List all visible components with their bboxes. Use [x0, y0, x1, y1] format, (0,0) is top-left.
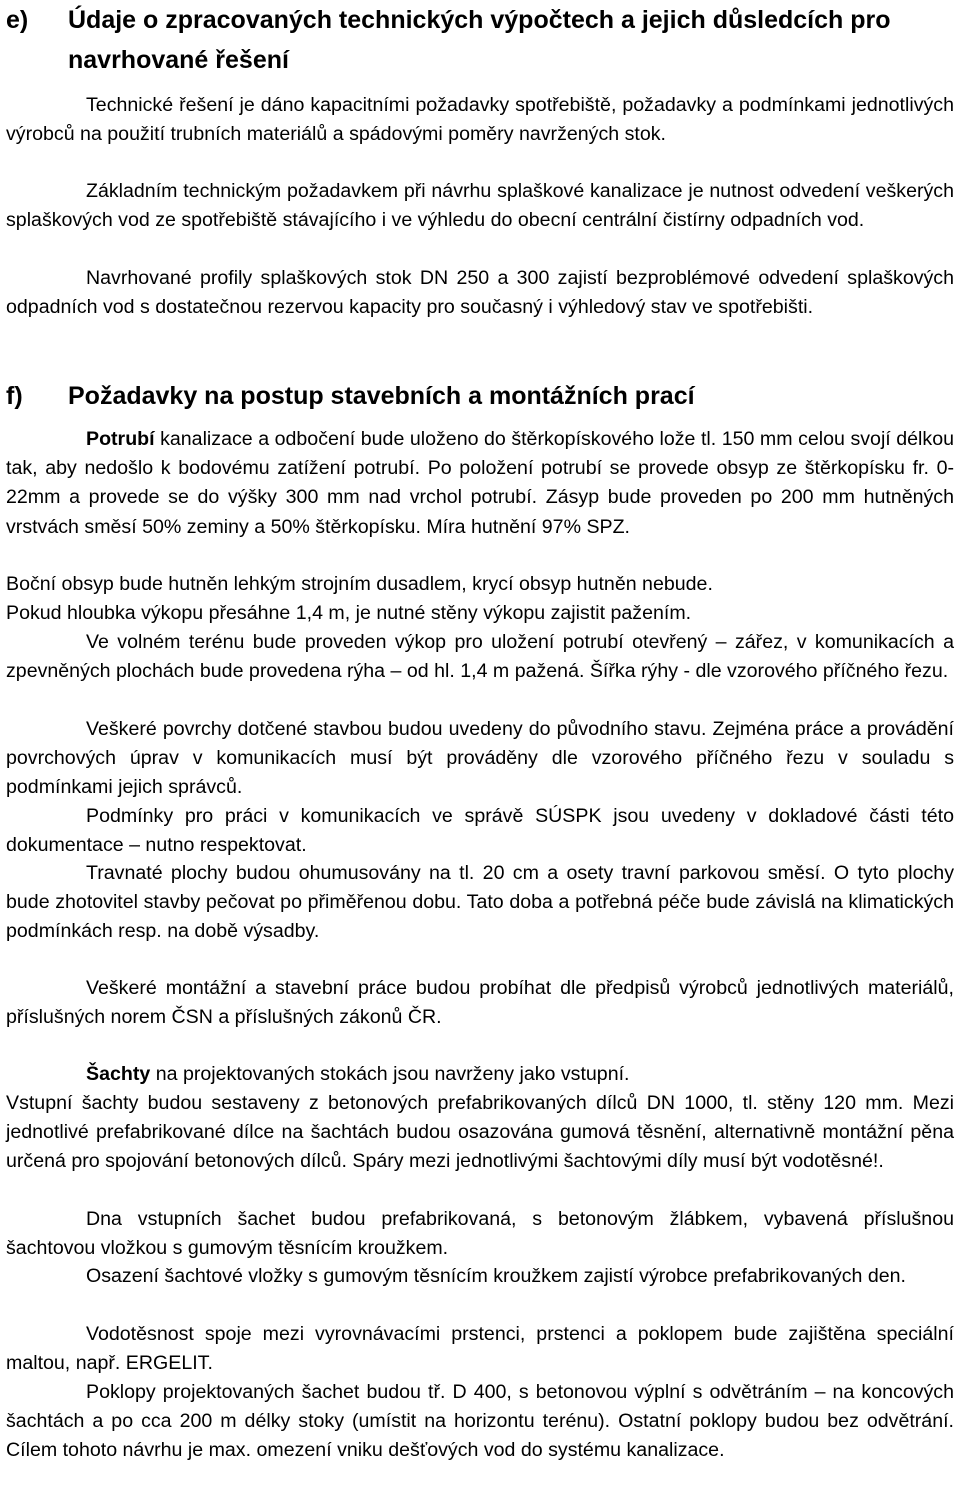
section-e-paragraph-1: Technické řešení je dáno kapacitními požadavky spotřebiště, požadavky a podmínkami jednotlivých výrobců na použití trubních materiálů a spádovými poměry navržených stok. [6, 94, 954, 146]
section-f-paragraph-5: Veškeré povrchy dotčené stavbou budou uvedeny do původního stavu. Zejména práce a provádění povrchových úprav v komunikacích musí být prováděny dle vzorového příčného řezu v souladu s podmínkami jejich správců. [6, 718, 954, 799]
section-f-letter: f) [6, 382, 23, 410]
section-f-paragraph-2: Boční obsyp bude hutněn lehkým strojním dusadlem, krycí obsyp hutněn nebude. [6, 573, 713, 595]
section-f-paragraph-8: Veškeré montážní a stavební práce budou probíhat dle předpisů výrobců jednotlivých materiálů, příslušných norem ČSN a příslušných zákonů ČR. [6, 977, 954, 1029]
section-f-paragraph-13: Vodotěsnost spoje mezi vyrovnávacími prstenci, prstenci a poklopem bude zajištěna speciální maltou, např. ERGELIT. [6, 1323, 954, 1375]
section-f-title: Požadavky na postup stavebních a montážních prací [68, 382, 695, 410]
section-f-paragraph-potrubi [6, 425, 954, 542]
section-e-paragraph-3: Navrhované profily splaškových stok DN 250 a 300 zajistí bezproblémové odvedení splaškových odpadních vod s dostatečnou rezervou kapacity pro současný i výhledový stav ve spotřebišti. [6, 267, 954, 319]
section-f-paragraph-4: Ve volném terénu bude proveden výkop pro uložení potrubí otevřený – zářez, v komunikacích a zpevněných plochách bude provedena rýha – od hl. 1,4 m pažená. Šířka rýhy - dle vzorového příčného řezu. [6, 631, 954, 683]
section-e-paragraph-2: Základním technickým požadavkem při návrhu splaškové kanalizace je nutnost odvedení veškerých splaškových vod ze spotřebiště stávajícího i ve výhledu do obecní centrální čistírny odpadních vod. [6, 180, 954, 232]
section-f-paragraph-11: Dna vstupních šachet budou prefabrikovaná, s betonovým žlábkem, vybavená příslušnou šachtovou vložkou s gumovým těsnícím kroužkem. [6, 1208, 954, 1260]
sachty-term: Šachty [86, 1063, 151, 1085]
section-e-title: Údaje o zpracovaných technických výpočtech a jejich důsledcích pro navrhované řešení [68, 6, 891, 74]
section-f-paragraph-6: Podmínky pro práci v komunikacích ve správě SÚSPK jsou uvedeny v dokladové části této dokumentace – nutno respektovat. [6, 805, 954, 857]
section-f-paragraph-3: Pokud hloubka výkopu přesáhne 1,4 m, je nutné stěny výkopu zajistit pažením. [6, 602, 692, 624]
potrubi-text: kanalizace a odbočení bude uloženo do štěrkopískového lože tl. 150 mm celou svojí délkou tak, aby nedošlo k bodovému zatížení potrubí. Po položení potrubí se provede obsyp ze štěrkopísku fr. 0-22mm a provede se do výšky 300 mm nad vrchol potrubí. Zásyp bude proveden po 200 mm hutněných vrstvách směsí 50% zeminy a 50% štěrkopísku. Míra hutnění 97% SPZ. [6, 428, 954, 538]
section-e-letter: e) [6, 6, 29, 34]
sachty-text: na projektovaných stokách jsou navrženy jako vstupní. [150, 1063, 630, 1085]
section-f-paragraph-12: Osazení šachtové vložky s gumovým těsnícím kroužkem zajistí výrobce prefabrikovaných den. [86, 1265, 907, 1287]
section-f-paragraph-10: Vstupní šachty budou sestaveny z betonových prefabrikovaných dílců DN 1000, tl. stěny 120 mm. Mezi jednotlivé prefabrikované dílce na šachtách budou osazována gumová těsnění, alternativně montážní pěna určená pro spojování betonových dílců. Spáry mezi jednotlivými šachtovými díly musí být vodotěsné!. [6, 1092, 954, 1173]
potrubi-term: Potrubí [86, 428, 155, 450]
section-f-paragraph-14: Poklopy projektovaných šachet budou tř. D 400, s betonovou výplní s odvětráním – na koncových šachtách a po cca 200 m délky stoky (umístit na horizontu terénu). Ostatní poklopy budou bez odvětrání. Cílem tohoto návrhu je max. omezení vniku dešťových vod do systému kanalizace. [6, 1381, 954, 1462]
section-f-paragraph-7: Travnaté plochy budou ohumusovány na tl. 20 cm a osety travní parkovou směsí. O tyto plochy bude zhotovitel stavby pečovat po přiměřenou dobu. Tato doba a potřebná péče bude závislá na klimatických podmínkách resp. na době výsadby. [6, 862, 954, 943]
section-f-paragraph-sachty [6, 1060, 954, 1089]
